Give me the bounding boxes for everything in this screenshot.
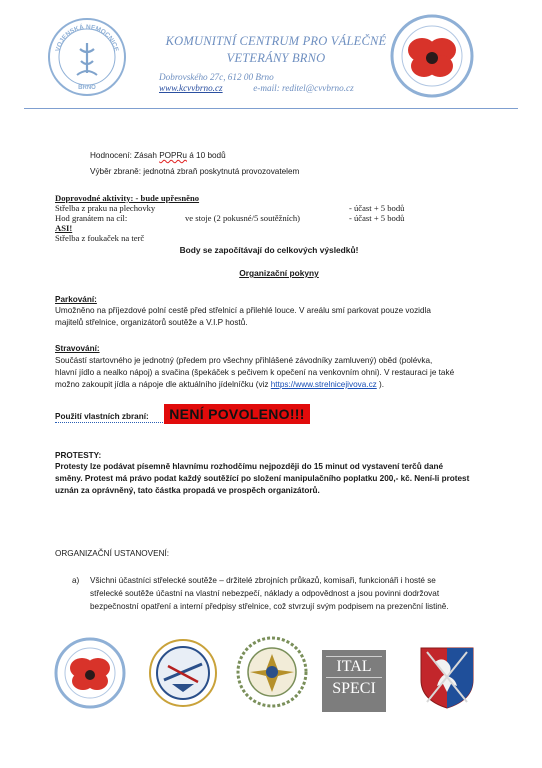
meals-heading: Stravování: xyxy=(55,344,100,353)
own-weapons-label-text: Použití vlastních zbraní: xyxy=(55,412,149,421)
activities-heading: Doprovodné aktivity: - bude upřesněno xyxy=(55,193,200,203)
shooting-range-link[interactable]: https://www.strelnicejivova.cz xyxy=(270,380,377,389)
hospital-logo xyxy=(47,17,127,97)
provisions-heading: ORGANIZAČNÍ USTANOVENÍ: xyxy=(55,549,170,558)
meals-text-3-suffix: ). xyxy=(376,380,385,389)
footer-army-emblem xyxy=(417,642,477,715)
hospital-logo-text: VOJENSKÁ NEMOCNICE xyxy=(54,23,120,53)
protests-text-3: uznán za oprávněný, tato částka propadá ve prospěch organizátorů. xyxy=(55,486,320,495)
meals-text-3 xyxy=(55,379,384,390)
provisions-item-line2: střelecké soutěže účastní na vlastní nebezpečí, náklady a odpovědnost a jsou povinni dodržovat xyxy=(90,589,440,598)
activities-note xyxy=(0,245,542,256)
header-divider xyxy=(24,108,518,109)
veterans-centre-logo xyxy=(390,14,474,98)
own-weapons-underline xyxy=(55,422,163,423)
provisions-item-line3: bezpečnostní opatření a interní předpisy střelnice, což stvrzují svým podpisem na prezenční listině. xyxy=(90,602,449,611)
org-title xyxy=(0,268,542,279)
provisions-item-line1: Všichni účastníci střelecké soutěže – držitelé zbrojních průkazů, komisaři, funkcionáři i hosté se xyxy=(90,576,436,585)
activity-row-2-label: Hod granátem na cíl: xyxy=(55,213,128,223)
activity-row-2-points: - účast + 5 bodů xyxy=(349,213,405,223)
scoring-word: POPRu xyxy=(159,151,187,160)
header-title-line1: KOMUNITNÍ CENTRUM PRO VÁLEČNÉ xyxy=(165,34,387,48)
footer-italspeci-logo xyxy=(322,650,386,712)
activities-note-text: Body se započítávají do celkových výsledků! xyxy=(179,245,359,255)
scoring-suffix: á 10 bodů xyxy=(186,151,226,160)
italspeci-line2: SPECI xyxy=(332,680,376,697)
meals-text-1: Součástí startovného je jednotný (předem pro všechny přihlášené závodníky zamluvený) oběd (polévka, xyxy=(55,356,433,365)
parking-text-2: majitelů střelnice, organizátorů soutěže a V.I.P hostů. xyxy=(55,318,248,327)
header-title-line2: VETERÁNY BRNO xyxy=(226,51,326,65)
provisions-item-marker: a) xyxy=(72,576,80,585)
header-title xyxy=(150,33,402,67)
footer-regiment-logo xyxy=(236,636,308,713)
parking-heading: Parkování: xyxy=(55,295,97,304)
activity-row-2-detail: ve stoje (2 pokusné/5 soutěžních) xyxy=(185,213,301,223)
own-weapons-label xyxy=(55,411,149,422)
activities-asi: ASI! xyxy=(55,223,73,233)
header-address: Dobrovského 27c, 612 00 Brno xyxy=(159,72,274,82)
header-address-block xyxy=(159,72,354,94)
italspeci-line1: ITAL xyxy=(336,658,372,675)
protests-heading: PROTESTY: xyxy=(55,451,102,460)
footer-military-logo xyxy=(148,638,218,713)
activities-blowgun: Střelba z foukaček na terč xyxy=(55,233,145,243)
own-weapons-status-banner: NENÍ POVOLENO!!! xyxy=(164,404,310,424)
org-title-text: Organizační pokyny xyxy=(239,268,319,278)
activity-row-1-label: Střelba z praku na plechovky xyxy=(55,203,156,213)
footer-veterans-logo xyxy=(54,637,126,714)
scoring-prefix: Hodnocení: Zásah xyxy=(90,151,160,160)
parking-text-1: Umožněno na příjezdové polní cestě před střelnicí a přilehlé louce. V areálu smí parkovat pouze vozidla xyxy=(55,306,431,315)
meals-text-3-prefix: možno zakoupit jídla a nápoje dle aktuálního jídelníčku (viz xyxy=(55,380,271,389)
protests-text-2: směny. Protest má právo podat každý soutěžící po složení manipulačního poplatku 200,- kč. Není-li protest xyxy=(55,474,470,483)
scoring-line1 xyxy=(90,150,226,161)
scoring-line2: Výběr zbraně: jednotná zbraň poskytnutá provozovatelem xyxy=(90,167,300,176)
header-email: e-mail: reditel@cvvbrno.cz xyxy=(253,83,354,93)
protests-text-1: Protesty lze podávat písemně hlavnímu rozhodčímu nejpozději do 15 minut od vystavení terčů dané xyxy=(55,462,444,471)
hospital-logo-city: BRNO xyxy=(78,85,96,91)
activity-row-1-points: - účast + 5 bodů xyxy=(349,203,405,213)
meals-text-2: hlavní jídlo a nealko nápoj) a svačina (špekáček s pečivem k opečení na venkovním ohni). V restauraci je také xyxy=(55,368,455,377)
header-website-link[interactable]: www.kcvvbrno.cz xyxy=(159,83,223,93)
